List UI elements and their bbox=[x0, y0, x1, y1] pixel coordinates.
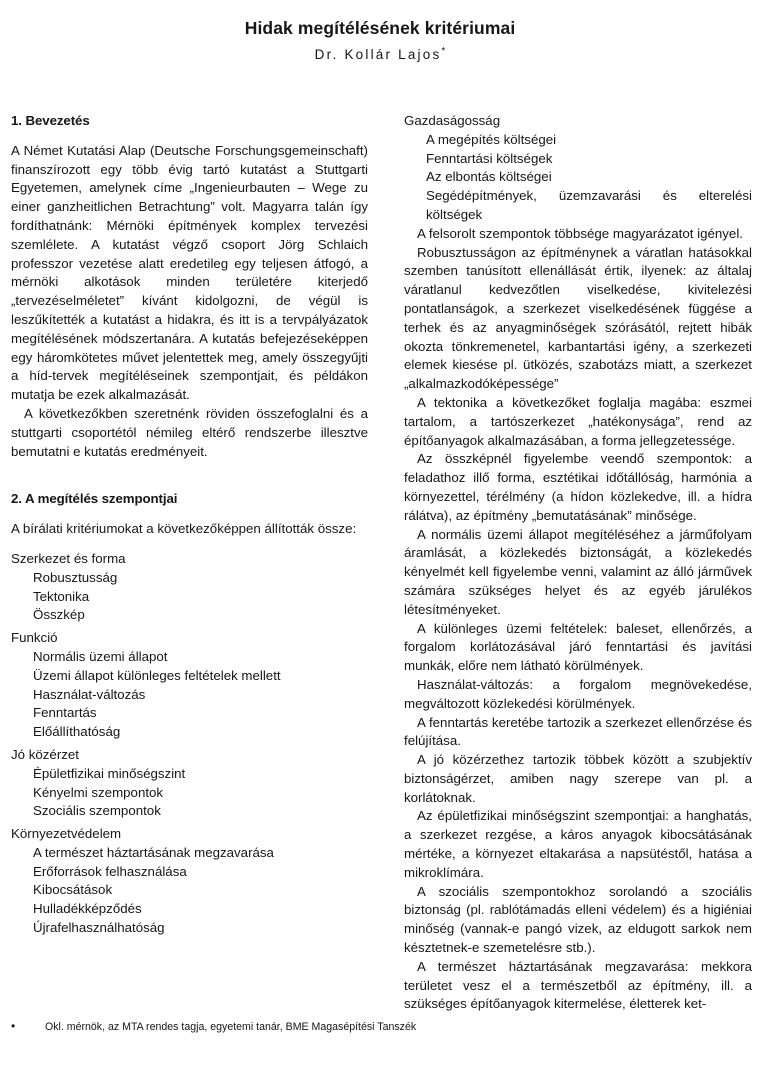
section-2-intro: A bírálati kritériumokat a következőképpen állították össze: bbox=[11, 521, 357, 537]
criteria-item: Robusztusság bbox=[33, 569, 118, 585]
body-paragraph: A tektonika a következőket foglalja magába: eszmei tartalom, a tartószerkezet „hatékonysága”, rend az építőanyagok alkalmazásában, a forma jellegzetessége. bbox=[404, 394, 752, 448]
criteria-list bbox=[11, 550, 368, 938]
criteria-item: Erőforrások felhasználása bbox=[33, 863, 187, 879]
criteria-item: Épületfizikai minőségszint bbox=[33, 765, 186, 781]
criteria-item: Összkép bbox=[33, 607, 85, 623]
right-column bbox=[404, 112, 752, 1014]
criteria-category: Környezetvédelem bbox=[11, 826, 122, 842]
body-paragraph: Az épületfizikai minőségszint szempontjai: a hanghatás, a szerkezet rezgése, a káros anyagok kibocsátásának mértéke, a környezet eltakarása a napsütéstől, hatása a mikroklímára. bbox=[404, 808, 752, 880]
criteria-item: Előállíthatóság bbox=[33, 724, 121, 740]
criteria-item: Kényelmi szempontok bbox=[33, 784, 164, 800]
author-name: Dr. Kollár Lajos bbox=[314, 47, 442, 62]
criteria-item: Az elbontás költségei bbox=[426, 169, 552, 185]
body-paragraph: A fenntartás keretébe tartozik a szerkezet ellenőrzése és felújítása. bbox=[404, 714, 752, 749]
criteria-item: Használat-változás bbox=[33, 686, 146, 702]
body-paragraph: Használat-változás: a forgalom megnövekedése, megváltozott közlekedési körülmények. bbox=[404, 676, 752, 711]
page-title: Hidak megítélésének kritériumai bbox=[244, 18, 516, 38]
criteria-item: Kibocsátások bbox=[33, 882, 113, 898]
body-paragraph: A felsorolt szempontok többsége magyarázatot igényel. bbox=[417, 225, 743, 241]
criteria-category: Jó közérzet bbox=[11, 746, 79, 762]
criteria-item: Szociális szempontok bbox=[33, 803, 161, 819]
footnote-mark: • bbox=[11, 1019, 16, 1033]
criteria-item: Újrafelhasználhatóság bbox=[33, 920, 165, 936]
body-paragraph: A különleges üzemi feltételek: baleset, ellenőrzés, a forgalom korlátozásával járó fenntartási és javítási munkák, előre nem látható körülmények. bbox=[404, 620, 752, 674]
criteria-item: Segédépítmények, üzemzavarási és elterelési költségek bbox=[426, 188, 752, 222]
footnote bbox=[11, 1019, 751, 1034]
criteria-category: Szerkezet és forma bbox=[11, 550, 126, 566]
criteria-category: Funkció bbox=[11, 630, 58, 646]
body-paragraph: A természet háztartásának megzavarása: mekkora területet vesz el a természetből az építmény, ill. a szükséges építőanyagok kitermelése, életterek ket- bbox=[404, 958, 752, 1012]
section-1-heading: 1. Bevezetés bbox=[11, 113, 90, 128]
section-1-paragraph: A Német Kutatási Alap (Deutsche Forschungsgemeinschaft) finanszírozott egy több évig tartó kutatást a Stuttgarti Egyetemen, amelynek címe „Ingenieurbauten – Wege zu einer ganzheitlichen Betrachtung” volt. Magyarra talán így fordíthatnánk: Mérnöki építmények komplex tervezési szemlélete. A kutatást végző csoport Jörg Schlaich professzor vezetése alatt eredetileg egy teljesen átfogó, a mérnöki alkotások minden területére kiterjedő „tervezéselméletet” kívánt kidolgozni, de végül is leszűkítették a kutatást a hidakra, és itt is a tervpályázatok megítélésének módszertanára. A kutatás befejezéseképpen egy háromkötetes művet jelentettek meg, amely összegyűjti a híd-tervek megítéléseinek szempontjait, és példákon mutatja be ezek alkalmazását. bbox=[11, 142, 368, 403]
criteria-item: Üzemi állapot különleges feltételek mellett bbox=[33, 667, 281, 683]
criteria-item: Tektonika bbox=[33, 588, 90, 604]
section-1-paragraph: A következőkben szeretnénk röviden összefoglalni és a stuttgarti csoportétól némileg eltérő rendszerbe illesztve bemutatni e kutatás eredményeit. bbox=[11, 405, 368, 459]
body-paragraph: A szociális szempontokhoz sorolandó a szociális biztonság (pl. rablótámadás elleni védelem) és a higiéniai minőség (vannak-e pangó vizek, az eldugott sarkok nem késztetnek-e szemetelésre stb.). bbox=[404, 883, 752, 956]
criteria-item: Fenntartás bbox=[33, 705, 97, 721]
author-footnote-mark: * bbox=[441, 46, 446, 57]
author-line bbox=[0, 46, 760, 62]
body-paragraph: Az összképnél figyelembe veendő szempontok: a feladathoz illő forma, esztétikai időtállóság, harmónia a környezettel, térélmény (a hídon közlekedve, ill. a hídra rálátva), az építmény „bemutatásának” minősége. bbox=[404, 451, 752, 523]
criteria-item: A természet háztartásának megzavarása bbox=[33, 844, 274, 860]
body-paragraph: A jó közérzethez tartozik többek között a szubjektív biztonságérzet, amiben nagy szerepe van pl. a korlátoknak. bbox=[404, 752, 752, 805]
footnote-text: Okl. mérnök, az MTA rendes tagja, egyetemi tanár, BME Magasépítési Tanszék bbox=[45, 1021, 417, 1033]
criteria-item: A megépítés költségei bbox=[426, 131, 557, 147]
criteria-item: Hulladékképződés bbox=[33, 901, 142, 917]
criteria-category: Gazdaságosság bbox=[404, 113, 501, 128]
body-paragraph: Robusztusságon az építménynek a váratlan hatásokkal szemben tanúsított ellenállását értik, ilyenek: az általaj váratlanul kedvezőtlen viselkedése, kivitelezési pontatlanságok, a szerkezet viselkedésének függése a terhek és az anyagminőségek szórásától, rejtett hibák okozta tönkremenetel, karbantartási igény, a szerkezeti elemek kiesése pl. ütközés, szabotázs miatt, a szerkezet „alkalmazkodóképessége” bbox=[404, 244, 752, 392]
criteria-item: Normális üzemi állapot bbox=[33, 648, 168, 664]
body-paragraph: A normális üzemi állapot megítéléséhez a járműfolyam áramlását, a közlekedés biztonságát, a közlekedés kényelmét kell figyelembe venni, valamint az álló járművek számára szükséges helyet és az egyéb járulékos létesítményeket. bbox=[404, 526, 752, 617]
criteria-item: Fenntartási költségek bbox=[426, 150, 553, 166]
section-2-heading: 2. A megítélés szempontjai bbox=[11, 491, 178, 507]
left-column bbox=[11, 112, 368, 938]
